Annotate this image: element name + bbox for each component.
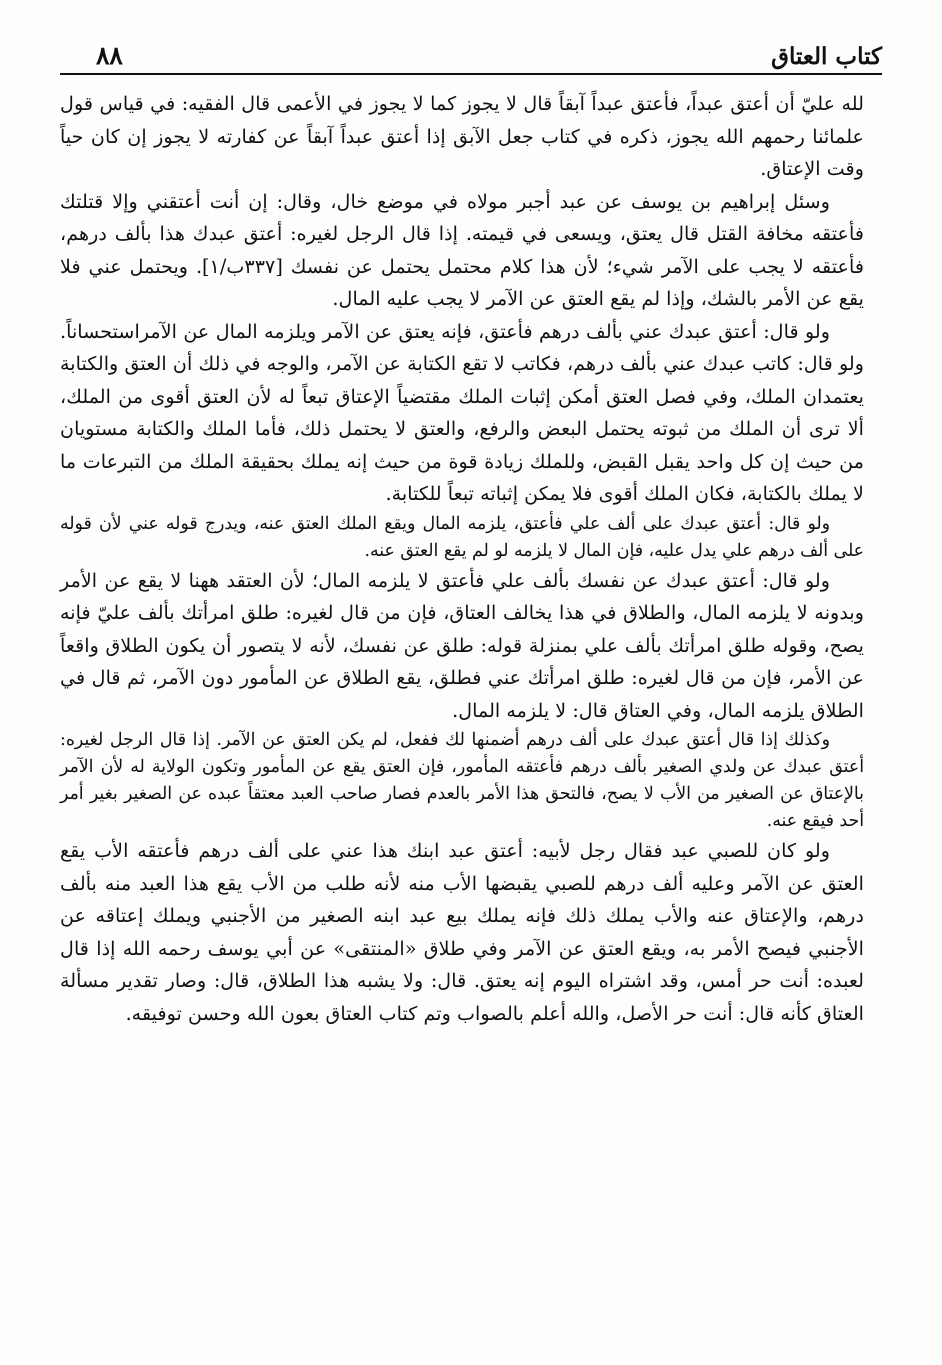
- paragraph: وسئل إبراهيم بن يوسف عن عبد أجبر مولاه في موضع خال، وقال: إن أنت أعتقني وإلا قتلتك فأعتقه مخافة القتل قال يعتق، ويسعى في قيمته. إذا قال الرجل لغيره: أعتق عبدك هذا بألف درهم، فأعتقه لا يجب على الآمر شيء؛ لأن هذا كلام محتمل يحتمل عن نفسك [٣٣٧ب/١]. ويحتمل عني فلا يقع عن الأمر بالشك، وإذا لم يقع العتق عن الآمر لا يجب عليه المال.: [60, 189, 864, 310]
- body-text: [60, 88, 864, 1030]
- page-number: ٨٨: [96, 41, 123, 70]
- running-head: [96, 30, 882, 70]
- paragraph: ولو قال: أعتق عبدك عني بألف درهم فأعتق، فإنه يعتق عن الآمر ويلزمه المال عن الآمراستحساناً. ولو قال: كاتب عبدك عني بألف درهم، فكاتب لا تقع الكتابة عن الآمر، والوجه في ذلك أن العتق والكتابة يعتمدان الملك، وفي فصل العتق أمكن إثبات الملك مقتضياً الإعتاق تبعاً له لأن العتق أقوى من الملك، ألا ترى أن الملك من ثبوته يحتمل البعض والرفع، والعتق لا يحتمل ذلك، فأما الملك والكتابة مستويان من حيث إن كل واحد يقبل القبض، وللملك زيادة قوة من حيث إنه يملك بحقيقة الملك من التبرعات ما لا يملك بالكتابة، فكان الملك أقوى فلا يمكن إثباته تبعاً للكتابة.: [60, 319, 864, 505]
- paragraph: وكذلك إذا قال أعتق عبدك على ألف درهم أضمنها لك ففعل، لم يكن العتق عن الآمر. إذا قال الرجل لغيره: أعتق عبدك عن ولدي الصغير بألف درهم فأعتقه المأمور، فإن العتق يقع عن المأمور وتكون الولاية له لأن الآمر بالإعتاق عن الصغير من الأب لا يصح، فالتحق هذا الأمر بالعدم فصار صاحب العبد معتقاً عبده عن الصغير بغير أمر أحد فيقع عنه.: [60, 730, 864, 831]
- paragraph: ولو كان للصبي عبد فقال رجل لأبيه: أعتق عبد ابنك هذا عني على ألف درهم فأعتقه الأب يقع العتق عن الآمر وعليه ألف درهم للصبي يقبضها الأب منه لأنه طلب من الأب يقع هذا العبد منه بألف درهم، والإعتاق عنه والأب يملك ذلك فإنه يملك بيع عبد ابنه الصغير من الأجنبي ويملك إعتاقه عن الأجنبي فيصح الأمر به، ويقع العتق عن الآمر وفي طلاق «المنتقى» عن أبي يوسف رحمه الله إذا قال لعبده: أنت حر أمس، وقد اشتراه اليوم إنه يعتق. قال: ولا يشبه هذا الطلاق، قال: وصار تقدير مسألة العتاق كأنه قال: أنت حر الأصل، والله أعلم بالصواب وتم كتاب العتاق بعون الله وحسن توفيقه.: [60, 839, 864, 1025]
- paragraph: ولو قال: أعتق عبدك عن نفسك بألف علي فأعتق لا يلزمه المال؛ لأن العتقد ههنا لا يقع عن الأمر وبدونه لا يلزمه المال، والطلاق في هذا يخالف العتاق، فإن من قال لغيره: طلق امرأتك بألف عليّ فإنه يصح، وقوله طلق امرأتك بألف علي بمنزلة قوله: طلق عن نفسك، لأنه لا يتصور أن يكون الطلاق واقعاً عن الأمر، فإن من قال لغيره: طلق امرأتك عني فطلق، يقع الطلاق عن المأمور دون الآمر، ثم قال في الطلاق يلزمه المال، وفي العتاق قال: لا يلزمه المال.: [60, 568, 864, 722]
- header-rule: [60, 73, 882, 75]
- paragraph: لله عليّ أن أعتق عبداً، فأعتق عبداً آبقاً قال لا يجوز كما لا يجوز في الأعمى قال الفقيه: في قياس قول علمائنا رحمهم الله يجوز، ذكره في كتاب جعل الآبق إذا أعتق عبداً آبقاً عن كفارته لا يجوز إن كان حياً وقت الإعتاق.: [60, 92, 864, 180]
- paragraph: ولو قال: أعتق عبدك على ألف علي فأعتق، يلزمه المال ويقع الملك العتق عنه، ويدرج قوله عني لأن قوله على ألف درهم علي يدل عليه، فإن المال لا يلزمه لو لم يقع العتق عنه.: [60, 513, 864, 561]
- book-title: كتاب العتاق: [771, 43, 882, 70]
